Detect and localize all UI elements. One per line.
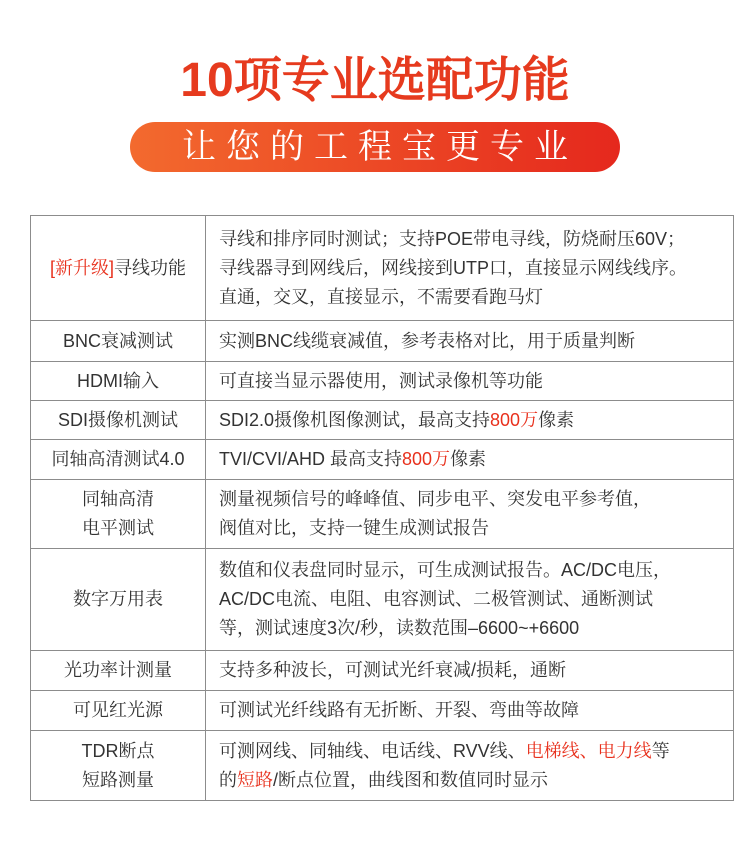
feature-desc-cell <box>206 549 734 651</box>
feature-desc-text: 数值和仪表盘同时显示，可生成测试报告。AC/DC电压， <box>219 560 672 580</box>
table-row <box>31 731 734 801</box>
feature-name-line <box>31 406 205 435</box>
feature-name-line <box>31 737 205 766</box>
feature-desc-text: /断点位置，曲线图和数值同时显示 <box>273 769 548 790</box>
feature-name-cell <box>31 651 206 691</box>
feature-desc-cell <box>206 480 734 549</box>
table-row <box>31 691 734 731</box>
feature-name-text: TDR断点 <box>81 740 155 761</box>
feature-name-text: 电平测试 <box>82 518 154 538</box>
feature-desc-line <box>219 696 733 725</box>
feature-desc-text: 像素 <box>450 449 487 469</box>
feature-name-line <box>31 367 205 396</box>
feature-desc-text: SDI2.0摄像机图像测试，最高支持 <box>219 409 491 430</box>
feature-name-line <box>31 585 205 614</box>
feature-desc-cell <box>206 691 734 731</box>
feature-desc-cell <box>206 401 734 440</box>
feature-name-cell <box>31 401 206 440</box>
table-row <box>31 401 734 440</box>
feature-desc-text: 等，测试速度3次/秒，读数范围–6600~+6600 <box>219 618 580 638</box>
table-row <box>31 321 734 362</box>
table-row <box>31 651 734 691</box>
feature-desc-text: 寻线和排序同时测试；支持POE带电寻线，防烧耐压60V； <box>219 228 686 249</box>
feature-desc-line <box>219 283 733 312</box>
table-row <box>31 440 734 480</box>
feature-desc-line <box>219 614 733 643</box>
table-row <box>31 216 734 321</box>
feature-desc-line <box>219 254 733 283</box>
feature-desc-line <box>219 737 733 766</box>
highlight-text: 电梯线、电力线 <box>525 740 652 761</box>
highlight-text: 800万 <box>490 409 539 430</box>
feature-desc-line <box>219 225 733 254</box>
feature-desc-text: AC/DC电流、电阻、电容测试、二极管测试、通断测试 <box>219 589 654 609</box>
feature-desc-line <box>219 406 733 435</box>
feature-desc-line <box>219 485 733 514</box>
table-row <box>31 549 734 651</box>
feature-name-line <box>31 766 205 795</box>
feature-desc-text: 可测试光纤线路有无折断、开裂、弯曲等故障 <box>219 700 579 720</box>
feature-desc-text: TVI/CVI/AHD 最高支持 <box>219 449 403 469</box>
feature-desc-text: 支持多种波长，可测试光纤衰减/损耗，通断 <box>219 660 566 680</box>
feature-table <box>30 215 734 801</box>
feature-desc-line <box>219 445 733 474</box>
feature-desc-cell <box>206 731 734 801</box>
feature-desc-line <box>219 556 733 585</box>
highlight-text: 800万 <box>402 449 451 469</box>
feature-name-text: 数字万用表 <box>73 589 163 609</box>
feature-desc-text: 阀值对比，支持一键生成测试报告 <box>219 518 489 538</box>
feature-name-cell <box>31 440 206 480</box>
feature-name-text: SDI摄像机测试 <box>57 409 178 430</box>
feature-name-cell <box>31 731 206 801</box>
feature-desc-text: 直通，交叉，直接显示，不需要看跑马灯 <box>219 286 543 307</box>
feature-name-line <box>31 656 205 685</box>
feature-name-line <box>31 254 205 283</box>
feature-name-cell <box>31 549 206 651</box>
feature-name-line <box>31 514 205 543</box>
table-row <box>31 362 734 401</box>
feature-desc-text: 实测BNC线缆衰减值，参考表格对比，用于质量判断 <box>219 330 636 351</box>
feature-name-text: BNC衰减测试 <box>62 330 173 351</box>
table-row <box>31 480 734 549</box>
feature-name-text: 短路测量 <box>82 769 154 790</box>
feature-desc-cell <box>206 440 734 480</box>
feature-desc-text: 等 <box>651 740 670 761</box>
feature-name-cell <box>31 691 206 731</box>
feature-name-line <box>31 485 205 514</box>
feature-desc-line <box>219 367 733 396</box>
feature-desc-text: 寻线器寻到网线后，网线接到UTP口，直接显示网线线序。 <box>219 257 687 278</box>
subtitle-banner <box>130 122 620 172</box>
feature-desc-line <box>219 656 733 685</box>
feature-desc-text: 的 <box>219 769 237 790</box>
feature-name-text: 可见红光源 <box>73 700 163 720</box>
feature-desc-line <box>219 514 733 543</box>
feature-name-text: HDMI输入 <box>77 370 159 391</box>
highlight-text: 短路 <box>237 769 273 790</box>
feature-name-text: 寻线功能 <box>114 257 186 278</box>
feature-name-line <box>31 327 205 356</box>
feature-desc-cell <box>206 321 734 362</box>
feature-name-text: 同轴高清 <box>82 489 154 509</box>
feature-name-text: 同轴高清测试4.0 <box>51 449 185 469</box>
feature-name-text: 光功率计测量 <box>64 660 172 680</box>
feature-desc-text: 测量视频信号的峰峰值、同步电平、突发电平参考值， <box>219 489 651 509</box>
feature-name-line <box>31 445 205 474</box>
feature-desc-cell <box>206 362 734 401</box>
feature-desc-text: 可直接当显示器使用，测试录像机等功能 <box>219 370 543 391</box>
feature-desc-line <box>219 766 733 795</box>
feature-desc-cell <box>206 651 734 691</box>
subtitle-text: 让您的工程宝更专业 <box>182 128 578 166</box>
feature-name-cell <box>31 480 206 549</box>
page-title: 10项专业选配功能 <box>180 54 570 107</box>
new-upgrade-tag: [新升级] <box>49 257 114 278</box>
feature-desc-line <box>219 327 733 356</box>
feature-name-cell <box>31 216 206 321</box>
feature-desc-text: 可测网线、同轴线、电话线、RVV线、 <box>219 740 526 761</box>
feature-name-line <box>31 696 205 725</box>
feature-desc-line <box>219 585 733 614</box>
feature-name-cell <box>31 321 206 362</box>
feature-desc-cell <box>206 216 734 321</box>
feature-desc-text: 像素 <box>538 409 575 430</box>
feature-name-cell <box>31 362 206 401</box>
